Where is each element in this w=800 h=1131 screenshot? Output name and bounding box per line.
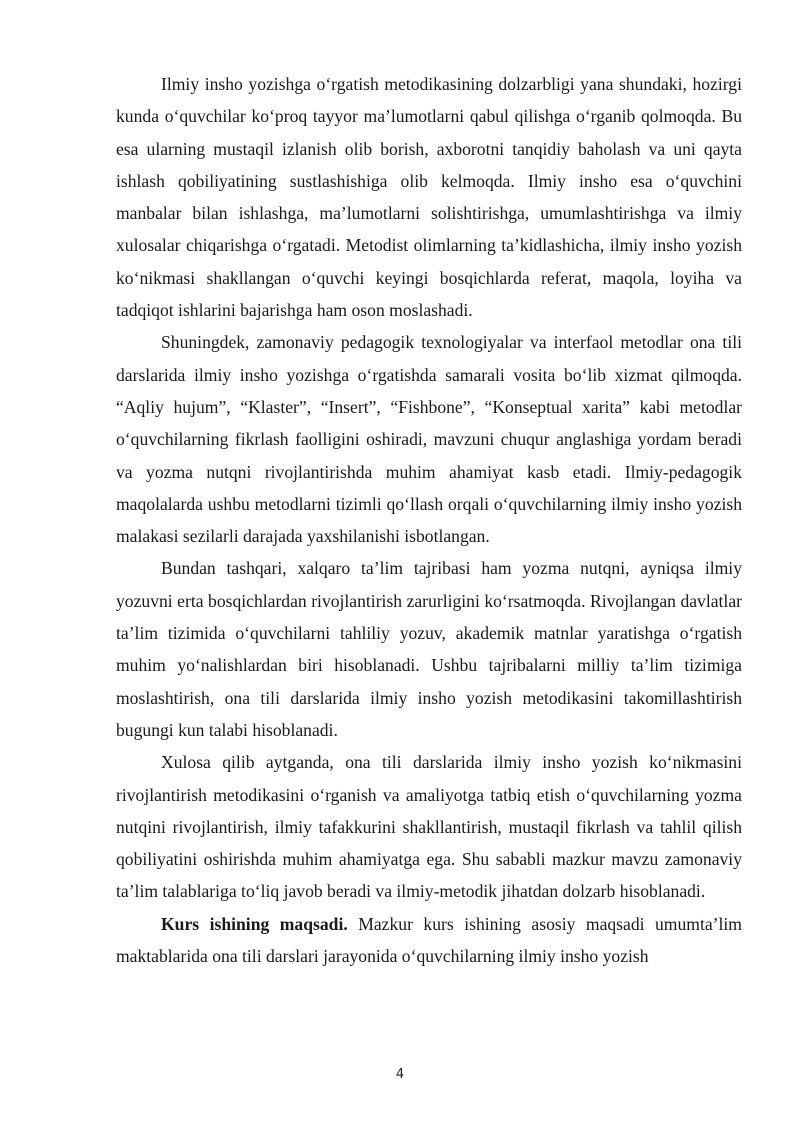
paragraph-relevance: Ilmiy insho yozishga o‘rgatish metodikasining dolzarbligi yana shundaki, hozirgi kunda o‘quvchilar ko‘proq tayyor ma’lumotlarni qabul qilishga o‘rganib qolmoqda. Bu esa ularning mustaqil izlanish olib borish, axborotni tanqidiy baholash va uni qayta ishlash qobiliyatining sustlashishiga olib kelmoqda. Ilmiy insho esa o‘quvchini manbalar bilan ishlashga, ma’lumotlarni solishtirishga, umumlashtirishga va ilmiy xulosalar chiqarishga o‘rgatadi. Metodist olimlarning ta’kidlashicha, ilmiy insho yozish ko‘nikmasi shakllangan o‘quvchi keyingi bosqichlarda referat, maqola, loyiha va tadqiqot ishlarini bajarishga ham oson moslashadi. bbox=[116, 74, 742, 321]
page-number: 4 bbox=[395, 1067, 405, 1082]
course-goal-text: Mazkur kurs ishining asosiy maqsadi umumta’lim maktablarida ona tili darslari jarayonida o‘quvchilarning ilmiy insho yozish bbox=[116, 913, 742, 967]
body-text bbox=[116, 68, 742, 972]
paragraph-conclusion: Xulosa qilib aytganda, ona tili darslarida ilmiy insho yozish ko‘nikmasini rivojlantirish metodikasini o‘rganish va amaliyotga tatbiq etish o‘quvchilarning yozma nutqini rivojlantirish, ilmiy tafakkurini shakllantirish, mustaqil fikrlash va tahlil qilish qobiliyatini oshirishda muhim ahamiyatga ega. Shu sababli mazkur mavzu zamonaviy ta’lim talablariga to‘liq javob beradi va ilmiy-metodik jihatdan dolzarb hisoblanadi. bbox=[116, 752, 742, 902]
paragraph-course-goal bbox=[116, 908, 742, 973]
course-goal-heading: Kurs ishining maqsadi. bbox=[161, 913, 348, 934]
paragraph-international-experience: Bundan tashqari, xalqaro ta’lim tajribasi ham yozma nutqni, ayniqsa ilmiy yozuvni erta bosqichlardan rivojlantirish zarurligini ko‘rsatmoqda. Rivojlangan davlatlar ta’lim tizimida o‘quvchilarni tahliliy yozuv, akademik matnlar yaratishga o‘rgatish muhim yo‘nalishlardan biri hisoblanadi. Ushbu tajribalarni milliy ta’lim tizimiga moslashtirish, ona tili darslarida ilmiy insho yozish metodikasini takomillashtirish bugungi kun talabi hisoblanadi. bbox=[116, 558, 742, 740]
paragraph-interactive-methods: Shuningdek, zamonaviy pedagogik texnologiyalar va interfaol metodlar ona tili darslarida ilmiy insho yozishga o‘rgatishda samarali vosita bo‘lib xizmat qilmoqda. “Aqliy hujum”, “Klaster”, “Insert”, “Fishbone”, “Konseptual xarita” kabi metodlar o‘quvchilarning fikrlash faolligini oshiradi, mavzuni chuqur anglashiga yordam beradi va yozma nutqni rivojlantirishda muhim ahamiyat kasb etadi. Ilmiy-pedagogik maqolalarda ushbu metodlarni tizimli qo‘llash orqali o‘quvchilarning ilmiy insho yozish malakasi sezilarli darajada yaxshilanishi isbotlangan. bbox=[116, 332, 742, 547]
